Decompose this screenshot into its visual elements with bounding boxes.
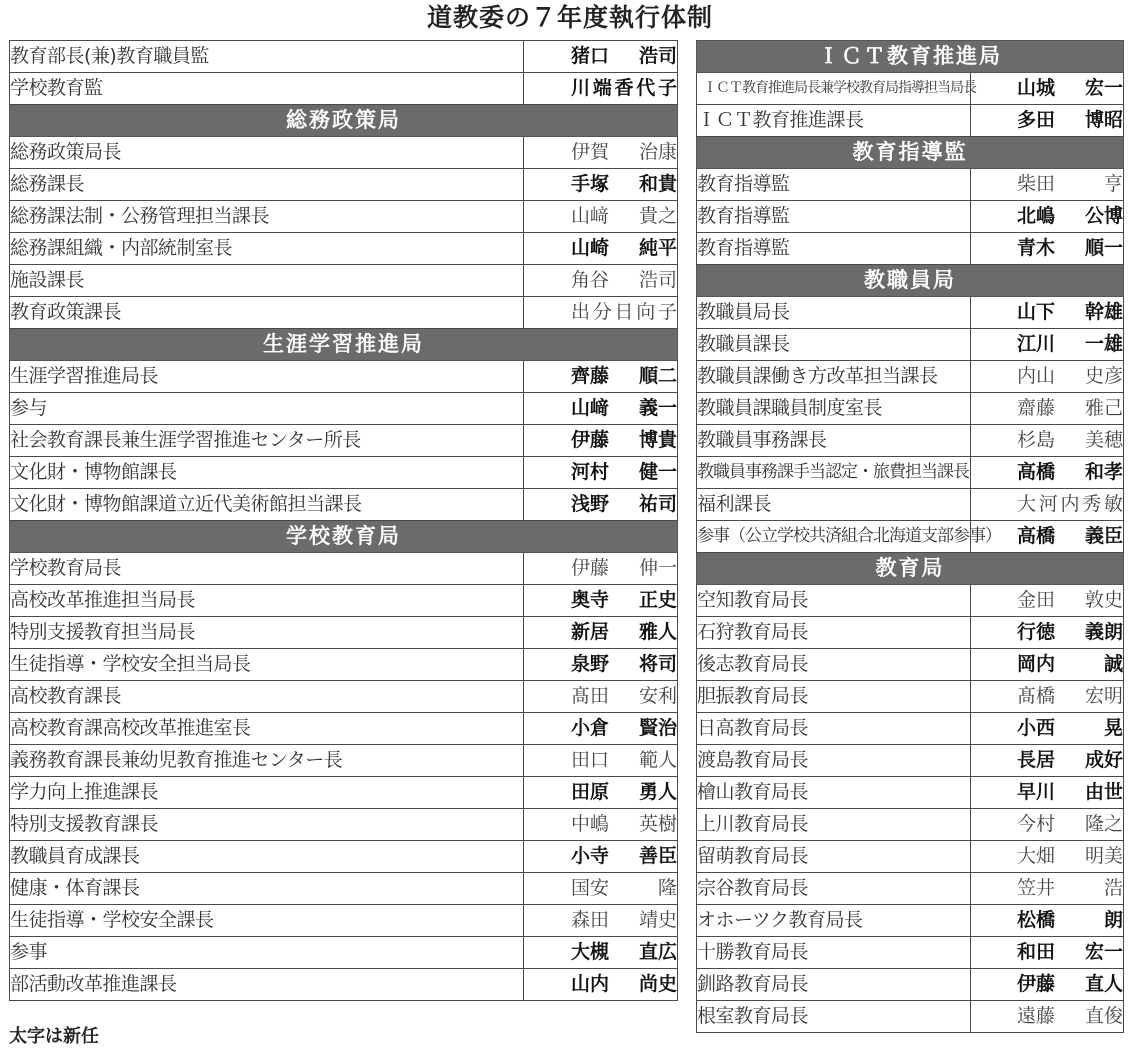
table-row	[10, 617, 678, 649]
table-row	[10, 41, 678, 73]
given-name: 尚史	[638, 973, 677, 995]
table-row	[10, 969, 678, 1001]
full-name: 出分日向子	[571, 301, 677, 323]
table-row	[10, 73, 678, 105]
position-title: 施設課長	[10, 265, 524, 297]
section-title: 総務政策局	[10, 105, 678, 137]
given-name: 浩司	[638, 45, 677, 67]
given-name: 晃	[1103, 717, 1123, 739]
position-title: 特別支援教育担当局長	[10, 617, 524, 649]
position-title: 宗谷教育局長	[697, 873, 971, 905]
left-roster-table	[9, 40, 678, 1001]
surname: 大畑	[1017, 845, 1056, 867]
table-row	[697, 777, 1124, 809]
position-title: 義務教育課長兼幼児教育推進センター長	[10, 745, 524, 777]
position-title: 生涯学習推進局長	[10, 361, 524, 393]
table-row	[697, 585, 1124, 617]
surname: 高橋	[1017, 461, 1056, 483]
person-name	[524, 713, 678, 745]
given-name: 順一	[1084, 237, 1123, 259]
position-title: 高校教育課高校改革推進室長	[10, 713, 524, 745]
surname: 和田	[1017, 941, 1056, 963]
position-title: 学校教育局長	[10, 553, 524, 585]
person-name	[971, 873, 1124, 905]
surname: 河村	[571, 461, 610, 483]
section-header	[697, 553, 1124, 585]
position-title: 檜山教育局長	[697, 777, 971, 809]
person-name	[971, 425, 1124, 457]
person-name	[524, 201, 678, 233]
position-title: オホーツク教育局長	[697, 905, 971, 937]
surname: 山﨑	[571, 397, 610, 419]
position-title: 教育指導監	[697, 201, 971, 233]
section-title: 教育局	[697, 553, 1124, 585]
person-name	[971, 457, 1124, 489]
given-name: 健一	[638, 461, 677, 483]
section-header	[10, 329, 678, 361]
position-title: 教育部長(兼)教育職員監	[10, 41, 524, 73]
surname: 伊藤	[1017, 973, 1056, 995]
table-row	[697, 649, 1124, 681]
table-row	[10, 809, 678, 841]
surname: 髙橋	[1017, 685, 1056, 707]
position-title: 参事	[10, 937, 524, 969]
surname: 浅野	[571, 493, 610, 515]
table-row	[697, 73, 1124, 105]
given-name: 治康	[638, 141, 677, 163]
person-name	[971, 489, 1124, 521]
person-name	[971, 649, 1124, 681]
given-name: 史彦	[1084, 365, 1123, 387]
person-name	[524, 361, 678, 393]
table-row	[697, 873, 1124, 905]
person-name	[524, 585, 678, 617]
given-name: 博昭	[1084, 109, 1123, 131]
position-title: 部活動改革推進課長	[10, 969, 524, 1001]
given-name: 一雄	[1084, 333, 1123, 355]
table-row	[10, 361, 678, 393]
surname: 行徳	[1017, 621, 1056, 643]
person-name	[524, 489, 678, 521]
given-name: 美穂	[1084, 429, 1123, 451]
table-row	[10, 265, 678, 297]
person-name	[971, 617, 1124, 649]
table-row	[697, 233, 1124, 265]
surname: 笠井	[1017, 877, 1056, 899]
bold-legend-note: 太字は新任	[9, 1026, 99, 1047]
surname: 奥寺	[571, 589, 610, 611]
given-name: 純平	[638, 237, 677, 259]
table-row	[697, 969, 1124, 1001]
surname: 青木	[1017, 237, 1056, 259]
table-row	[10, 873, 678, 905]
given-name: 貴之	[638, 205, 677, 227]
section-title: 教職員局	[697, 265, 1124, 297]
surname: 早川	[1017, 781, 1056, 803]
position-title: 総務政策局長	[10, 137, 524, 169]
person-name	[524, 137, 678, 169]
table-row	[10, 393, 678, 425]
given-name: 義朗	[1084, 621, 1123, 643]
person-name	[524, 809, 678, 841]
given-name: 和孝	[1084, 461, 1123, 483]
table-row	[10, 841, 678, 873]
given-name: 雅人	[638, 621, 677, 643]
table-row	[10, 169, 678, 201]
position-title: 福利課長	[697, 489, 971, 521]
table-row	[10, 777, 678, 809]
position-title: 参事（公立学校共済組合北海道支部参事）	[697, 521, 971, 553]
given-name: 隆之	[1084, 813, 1123, 835]
person-name	[971, 233, 1124, 265]
given-name: 直人	[1084, 973, 1123, 995]
given-name: 明美	[1084, 845, 1123, 867]
section-header	[10, 105, 678, 137]
position-title: 教育政策課長	[10, 297, 524, 329]
table-row	[10, 713, 678, 745]
position-title: 文化財・博物館課長	[10, 457, 524, 489]
position-title: 特別支援教育課長	[10, 809, 524, 841]
position-title: 後志教育局長	[697, 649, 971, 681]
surname: 伊賀	[571, 141, 610, 163]
given-name: 成好	[1084, 749, 1123, 771]
given-name: 将司	[638, 653, 677, 675]
given-name: 和貴	[638, 173, 677, 195]
surname: 山城	[1017, 77, 1056, 99]
given-name: 義一	[638, 397, 677, 419]
given-name: 宏一	[1084, 941, 1123, 963]
person-name	[524, 969, 678, 1001]
table-row	[697, 393, 1124, 425]
given-name: 安利	[638, 685, 677, 707]
person-name	[524, 41, 678, 73]
table-row	[697, 617, 1124, 649]
position-title: 胆振教育局長	[697, 681, 971, 713]
person-name	[524, 425, 678, 457]
surname: 山内	[571, 973, 610, 995]
surname: 角谷	[571, 269, 610, 291]
section-header	[697, 265, 1124, 297]
position-title: 社会教育課長兼生涯学習推進センター所長	[10, 425, 524, 457]
table-row	[697, 425, 1124, 457]
table-row	[10, 425, 678, 457]
surname: 小西	[1017, 717, 1056, 739]
person-name	[524, 873, 678, 905]
given-name: 正史	[638, 589, 677, 611]
table-row	[10, 681, 678, 713]
person-name	[971, 105, 1124, 137]
surname: 山崎	[571, 237, 610, 259]
given-name: 賢治	[638, 717, 677, 739]
person-name	[971, 201, 1124, 233]
person-name	[524, 745, 678, 777]
position-title: 教職員課職員制度室長	[697, 393, 971, 425]
surname: 田原	[571, 781, 610, 803]
surname: 中嶋	[571, 813, 610, 835]
table-row	[10, 489, 678, 521]
person-name	[971, 73, 1124, 105]
surname: 新居	[571, 621, 610, 643]
person-name	[524, 169, 678, 201]
person-name	[524, 73, 678, 105]
position-title: 高校教育課長	[10, 681, 524, 713]
position-title: 日高教育局長	[697, 713, 971, 745]
surname: 小倉	[571, 717, 610, 739]
given-name: 由世	[1084, 781, 1123, 803]
surname: 齊藤	[571, 365, 610, 387]
person-name	[971, 585, 1124, 617]
surname: 多田	[1017, 109, 1056, 131]
position-title: 石狩教育局長	[697, 617, 971, 649]
table-row	[10, 905, 678, 937]
surname: 松橋	[1017, 909, 1056, 931]
person-name	[971, 393, 1124, 425]
surname: 田口	[571, 749, 610, 771]
table-row	[10, 585, 678, 617]
surname: 長居	[1017, 749, 1056, 771]
position-title: 参与	[10, 393, 524, 425]
given-name: 亨	[1103, 173, 1123, 195]
person-name	[524, 617, 678, 649]
surname: 柴田	[1017, 173, 1056, 195]
person-name	[524, 649, 678, 681]
given-name: 伸一	[638, 557, 677, 579]
table-row	[697, 681, 1124, 713]
person-name	[524, 681, 678, 713]
surname: 伊藤	[571, 557, 610, 579]
given-name: 範人	[638, 749, 677, 771]
surname: 森田	[571, 909, 610, 931]
person-name	[524, 905, 678, 937]
table-row	[697, 937, 1124, 969]
given-name: 浩	[1103, 877, 1123, 899]
position-title: 教職員課長	[697, 329, 971, 361]
person-name	[971, 169, 1124, 201]
given-name: 善臣	[638, 845, 677, 867]
table-row	[697, 201, 1124, 233]
given-name: 順二	[638, 365, 677, 387]
surname: 杉島	[1017, 429, 1056, 451]
position-title: 教職員育成課長	[10, 841, 524, 873]
position-title: 根室教育局長	[697, 1001, 971, 1033]
given-name: 浩司	[638, 269, 677, 291]
person-name	[971, 969, 1124, 1001]
table-row	[10, 233, 678, 265]
given-name: 朗	[1103, 909, 1123, 931]
position-title: 高校改革推進担当局長	[10, 585, 524, 617]
given-name: 勇人	[638, 781, 677, 803]
person-name	[971, 809, 1124, 841]
person-name	[971, 361, 1124, 393]
surname: 今村	[1017, 813, 1056, 835]
given-name: 公博	[1084, 205, 1123, 227]
person-name	[971, 681, 1124, 713]
position-title: 総務課組織・内部統制室長	[10, 233, 524, 265]
person-name	[524, 457, 678, 489]
table-row	[697, 329, 1124, 361]
person-name	[524, 841, 678, 873]
surname: 岡内	[1017, 653, 1056, 675]
given-name: 義臣	[1084, 525, 1123, 547]
position-title: 生徒指導・学校安全課長	[10, 905, 524, 937]
given-name: 敦史	[1084, 589, 1123, 611]
person-name	[971, 745, 1124, 777]
surname: 伊藤	[571, 429, 610, 451]
position-title: 空知教育局長	[697, 585, 971, 617]
full-name: 川端香代子	[571, 77, 677, 99]
table-row	[10, 553, 678, 585]
surname: 北嶋	[1017, 205, 1056, 227]
position-title: 教職員課働き方改革担当課長	[697, 361, 971, 393]
table-row	[10, 745, 678, 777]
given-name: 直俊	[1084, 1005, 1123, 1027]
surname: 小寺	[571, 845, 610, 867]
position-title: ＩＣＴ教育推進局長兼学校教育局指導担当局長	[697, 73, 971, 105]
surname: 泉野	[571, 653, 610, 675]
full-name: 大河内秀敏	[1017, 493, 1123, 515]
person-name	[971, 297, 1124, 329]
person-name	[971, 713, 1124, 745]
given-name: 隆	[657, 877, 677, 899]
position-title: 教職員事務課長	[697, 425, 971, 457]
table-row	[697, 297, 1124, 329]
table-row	[697, 745, 1124, 777]
position-title: 十勝教育局長	[697, 937, 971, 969]
table-row	[10, 649, 678, 681]
position-title: 総務課法制・公務管理担当課長	[10, 201, 524, 233]
given-name: 直広	[638, 941, 677, 963]
surname: 江川	[1017, 333, 1056, 355]
person-name	[524, 297, 678, 329]
position-title: 教育指導監	[697, 233, 971, 265]
given-name: 雅己	[1084, 397, 1123, 419]
position-title: 釧路教育局長	[697, 969, 971, 1001]
section-header	[697, 41, 1124, 73]
table-row	[10, 137, 678, 169]
right-roster-table	[696, 40, 1124, 1033]
given-name: 宏明	[1084, 685, 1123, 707]
table-row	[697, 361, 1124, 393]
surname: 大槻	[571, 941, 610, 963]
position-title: 生徒指導・学校安全担当局長	[10, 649, 524, 681]
person-name	[524, 553, 678, 585]
given-name: 宏一	[1084, 77, 1123, 99]
table-row	[697, 105, 1124, 137]
section-title: ＩＣＴ教育推進局	[697, 41, 1124, 73]
table-row	[697, 1001, 1124, 1033]
table-row	[10, 937, 678, 969]
page-title: 道教委の７年度執行体制	[426, 3, 713, 32]
surname: 山下	[1017, 301, 1056, 323]
person-name	[971, 841, 1124, 873]
position-title: 学校教育監	[10, 73, 524, 105]
person-name	[971, 937, 1124, 969]
person-name	[524, 937, 678, 969]
position-title: ＩＣＴ教育推進課長	[697, 105, 971, 137]
position-title: 健康・体育課長	[10, 873, 524, 905]
table-row	[10, 297, 678, 329]
position-title: 学力向上推進課長	[10, 777, 524, 809]
position-title: 文化財・博物館課道立近代美術館担当課長	[10, 489, 524, 521]
person-name	[971, 905, 1124, 937]
person-name	[971, 777, 1124, 809]
surname: 遠藤	[1017, 1005, 1056, 1027]
person-name	[524, 393, 678, 425]
position-title: 教職員事務課手当認定・旅費担当課長	[697, 457, 971, 489]
person-name	[524, 233, 678, 265]
position-title: 総務課長	[10, 169, 524, 201]
given-name: 博貴	[638, 429, 677, 451]
person-name	[524, 777, 678, 809]
given-name: 靖史	[638, 909, 677, 931]
table-row	[10, 457, 678, 489]
table-row	[697, 521, 1124, 553]
table-row	[10, 201, 678, 233]
person-name	[971, 1001, 1124, 1033]
surname: 髙田	[571, 685, 610, 707]
surname: 山﨑	[571, 205, 610, 227]
section-title: 生涯学習推進局	[10, 329, 678, 361]
surname: 齋藤	[1017, 397, 1056, 419]
given-name: 幹雄	[1084, 301, 1123, 323]
table-row	[697, 905, 1124, 937]
surname: 高橋	[1017, 525, 1056, 547]
section-header	[10, 521, 678, 553]
surname: 手塚	[571, 173, 610, 195]
section-title: 学校教育局	[10, 521, 678, 553]
surname: 国安	[571, 877, 610, 899]
position-title: 上川教育局長	[697, 809, 971, 841]
position-title: 渡島教育局長	[697, 745, 971, 777]
surname: 内山	[1017, 365, 1056, 387]
table-row	[697, 841, 1124, 873]
position-title: 教職員局長	[697, 297, 971, 329]
section-title: 教育指導監	[697, 137, 1124, 169]
table-row	[697, 489, 1124, 521]
position-title: 留萌教育局長	[697, 841, 971, 873]
table-row	[697, 457, 1124, 489]
section-header	[697, 137, 1124, 169]
surname: 猪口	[571, 45, 610, 67]
position-title: 教育指導監	[697, 169, 971, 201]
person-name	[524, 265, 678, 297]
surname: 金田	[1017, 589, 1056, 611]
given-name: 誠	[1103, 653, 1123, 675]
given-name: 英樹	[638, 813, 677, 835]
table-row	[697, 713, 1124, 745]
person-name	[971, 329, 1124, 361]
given-name: 祐司	[638, 493, 677, 515]
table-row	[697, 809, 1124, 841]
table-row	[697, 169, 1124, 201]
